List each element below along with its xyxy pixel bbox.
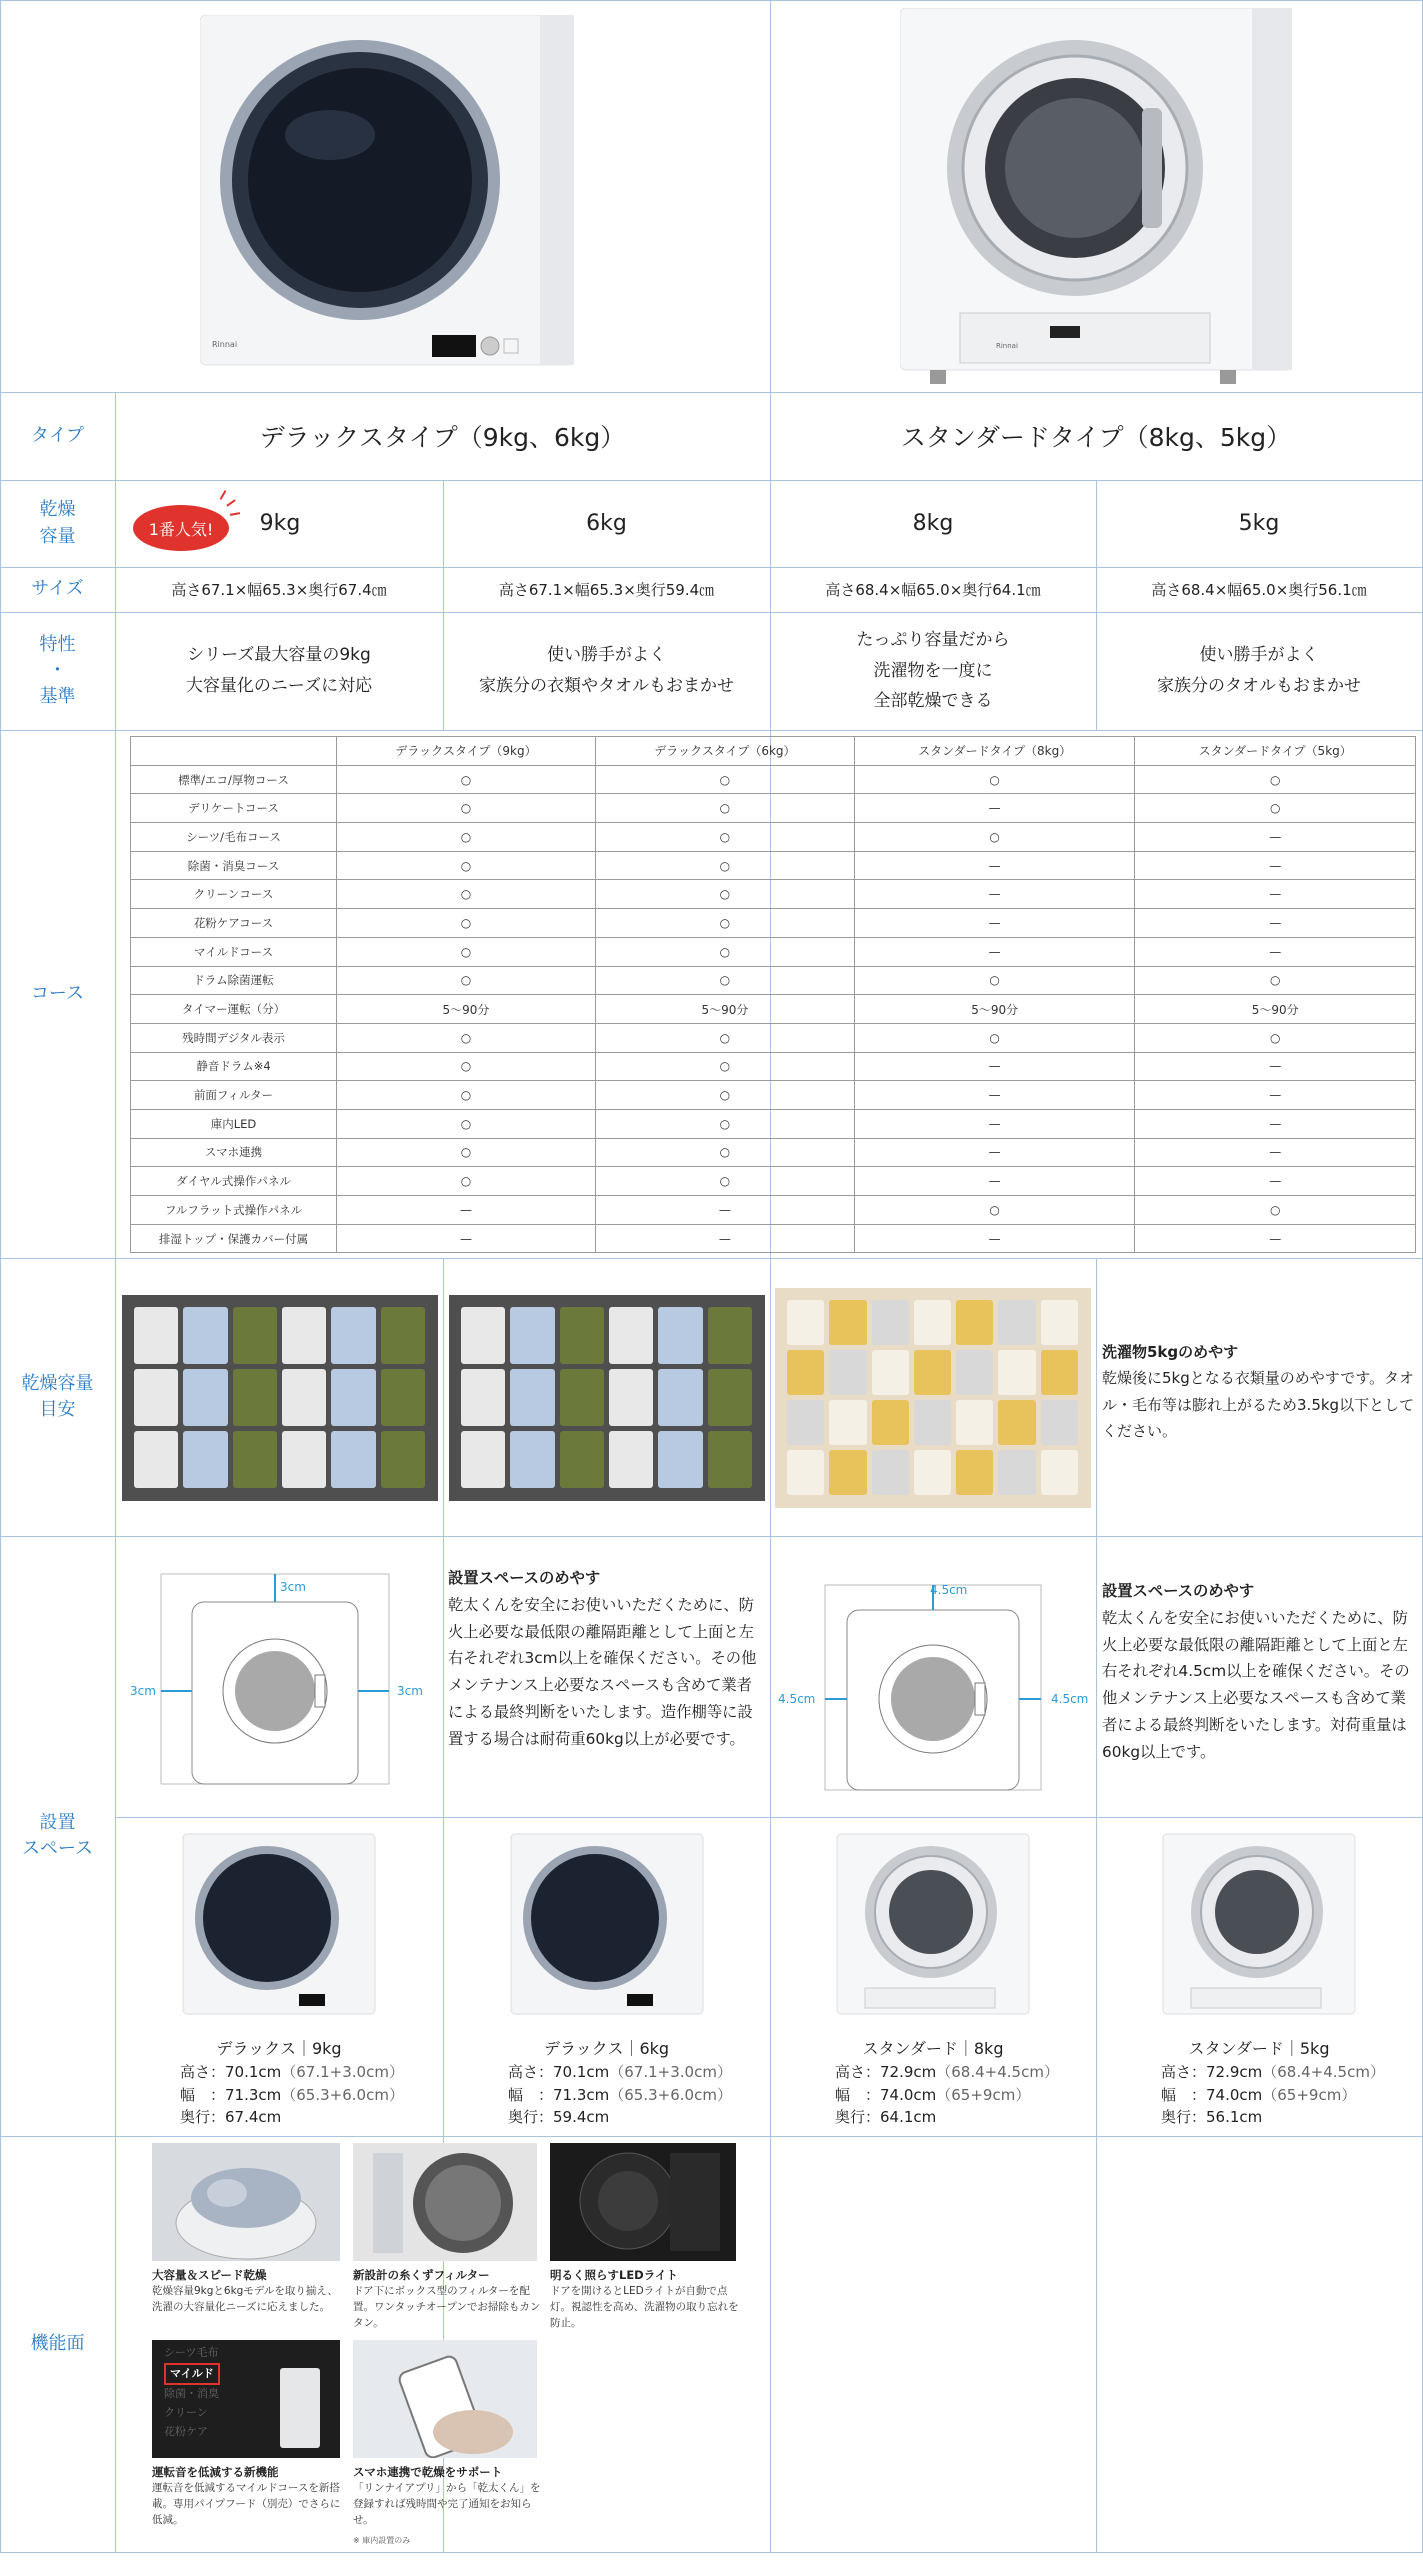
course-name-cell: マイルドコース [131,937,337,966]
function-title: 大容量＆スピード乾燥 [152,2268,267,2282]
space-note-body: 乾太くんを安全にお使いいただくために、防火上必要な最低限の離隔距離として上面と左右それぞれ4.5cm以上を確保ください。その他メンテナンス上必要なスペースも含めて業者による最終判断をいたします。対荷重量は60kg以上です。 [1102,1608,1410,1761]
footnote: ※ 庫内設置のみ [353,2536,411,2545]
course-value-cell: ○ [854,966,1135,995]
course-value-cell: ○ [595,966,854,995]
capacity-6kg: 6kg [586,511,627,536]
grid-line [1096,1258,1097,2552]
course-value-cell: ○ [595,1109,854,1138]
course-value-cell: ○ [595,794,854,823]
course-table-row [131,823,1416,852]
install-height: 高さ：70.1cm（67.1+3.0cm） [180,2063,404,2081]
course-name-cell: ダイヤル式操作パネル [131,1167,337,1196]
laundry-item [914,1350,951,1395]
clearance-diagram-standard [775,1575,1091,1797]
course-value-cell: — [854,937,1135,966]
course-value-cell: ○ [854,1023,1135,1052]
laundry-item [510,1307,554,1364]
laundry-item [787,1350,824,1395]
type-standard: スタンダードタイプ（8kg、5kg） [900,423,1292,452]
function-desc: 「リンナイアプリ」から「乾太くん」を登録すれば残時間や完了通知をお知らせ。 [353,2482,541,2526]
laundry-item [787,1400,824,1445]
course-value-cell: ○ [337,794,596,823]
course-name-cell: クリーンコース [131,880,337,909]
row-label-functions: 機能面 [30,2332,85,2354]
laundry-item [829,1400,866,1445]
course-value-cell: — [854,909,1135,938]
course-value-cell: — [854,1167,1135,1196]
panel-menu [164,2344,220,2441]
laundry-item [956,1400,993,1445]
grid-line [0,0,1423,1]
laundry-item [829,1300,866,1345]
install-width: 幅 ：71.3cm（65.3+6.0cm） [180,2085,404,2104]
course-value-cell: ○ [595,937,854,966]
course-table-row [131,1196,1416,1225]
laundry-item [872,1450,909,1495]
course-table-row [131,1023,1416,1052]
function-title: 新設計の糸くずフィルター [353,2268,490,2282]
course-value-cell: ○ [595,765,854,794]
laundry-item [183,1307,227,1364]
course-value-cell: ○ [595,1167,854,1196]
laundry-item [134,1307,178,1364]
panel-menu-item: マイルド [164,2363,220,2386]
laundry-item [1041,1300,1078,1345]
course-value-cell: ○ [337,966,596,995]
laundry-item [560,1431,604,1488]
laundry-item [998,1400,1035,1445]
space-note-title: 設置スペースのめやす [448,1569,601,1587]
course-value-cell: — [854,1109,1135,1138]
install-width: 幅 ：71.3cm（65.3+6.0cm） [508,2085,732,2104]
grid-line [0,730,1423,731]
course-value-cell: ○ [595,1052,854,1081]
row-label-space: 設置 スペース [21,1811,94,1859]
laundry-item [829,1450,866,1495]
feature-9kg: シリーズ最大容量の9kg 大容量化のニーズに対応 [185,645,373,696]
laundry-item [233,1307,277,1364]
laundry-item [183,1369,227,1426]
install-width: 幅 ：74.0cm（65+9cm） [1161,2085,1357,2104]
laundry-item [609,1431,653,1488]
install-depth: 奥行：64.1cm [835,2108,937,2126]
course-table-row [131,880,1416,909]
function-title: スマホ連携で乾燥をサポート [353,2465,503,2479]
install-label: デラックス｜9kg [216,2039,342,2058]
course-value-cell: ○ [1135,794,1416,823]
laundry-item [708,1431,752,1488]
course-value-cell: 5〜90分 [337,995,596,1024]
course-value-cell: — [854,1138,1135,1167]
course-value-cell: ○ [337,909,596,938]
course-value-cell: 5〜90分 [854,995,1135,1024]
grid-line [0,2136,1423,2137]
course-table-row [131,1109,1416,1138]
install-height: 高さ：72.9cm（68.4+4.5cm） [1161,2063,1385,2081]
size-5kg: 高さ68.4×幅65.0×奥行56.1㎝ [1151,581,1367,599]
course-table [130,736,1416,1253]
course-value-cell: ○ [1135,966,1416,995]
course-value-cell: — [854,1081,1135,1110]
laundry-item [282,1307,326,1364]
course-name-cell: 除菌・消臭コース [131,851,337,880]
install-width: 幅 ：74.0cm（65+9cm） [835,2085,1031,2104]
course-value-cell: ○ [595,1138,854,1167]
course-name-cell: 静音ドラム※4 [131,1052,337,1081]
function-title: 運転音を低減する新機能 [152,2465,279,2479]
function-image-smartphone [353,2340,537,2458]
course-value-cell: ○ [595,823,854,852]
laundry-item [708,1369,752,1426]
course-table-header-cell: デラックスタイプ（9kg） [337,737,596,766]
course-value-cell: ○ [337,1081,596,1110]
install-height: 高さ：72.9cm（68.4+4.5cm） [835,2063,1059,2081]
course-name-cell: 残時間デジタル表示 [131,1023,337,1052]
course-value-cell: — [595,1196,854,1225]
size-6kg: 高さ67.1×幅65.3×奥行59.4㎝ [498,581,715,599]
course-value-cell: ○ [1135,1196,1416,1225]
laundry-item [609,1307,653,1364]
course-name-cell: スマホ連携 [131,1138,337,1167]
panel-menu-item: シーツ毛布 [164,2346,219,2359]
function-image-filter [353,2143,537,2261]
grid-line [0,2552,1423,2553]
product-image-deluxe [200,15,574,370]
course-value-cell: — [854,851,1135,880]
course-value-cell: — [1135,1167,1416,1196]
course-value-cell: ○ [337,1109,596,1138]
laundry-item [658,1307,702,1364]
course-value-cell: ○ [337,880,596,909]
laundry-item [233,1431,277,1488]
laundry-item [914,1450,951,1495]
feature-6kg: 使い勝手がよく 家族分の衣類やタオルもおまかせ [479,645,734,696]
laundry-item [1041,1400,1078,1445]
course-value-cell: — [854,880,1135,909]
install-image [835,1832,1031,2017]
guide-note-body: 乾燥後に5kgとなる衣類量のめやすです。タオル・毛布等は膨れ上がるため3.5kg以下としてください。 [1102,1369,1415,1440]
course-value-cell: — [854,1224,1135,1253]
course-name-cell: 排湿トップ・保護カバー付属 [131,1224,337,1253]
function-title: 明るく照らすLEDライト [550,2268,678,2282]
panel-device [280,2368,320,2448]
install-image [181,1832,377,2017]
course-name-cell: 前面フィルター [131,1081,337,1110]
install-dimensions [508,2061,732,2129]
course-value-cell: — [1135,1138,1416,1167]
course-value-cell: — [1135,1109,1416,1138]
install-dimensions [835,2061,1059,2129]
laundry-item [956,1450,993,1495]
course-name-cell: 標準/エコ/厚物コース [131,765,337,794]
laundry-item [1041,1350,1078,1395]
course-value-cell: — [854,794,1135,823]
laundry-item [609,1369,653,1426]
clearance-right-label: 3cm [397,1684,423,1698]
install-label: デラックス｜6kg [543,2039,670,2058]
function-desc: 乾燥容量9kgと6kgモデルを取り揃え、洗濯の大容量化ニーズに応えました。 [152,2285,338,2313]
course-table-row [131,1167,1416,1196]
course-name-cell: 花粉ケアコース [131,909,337,938]
course-name-cell: 庫内LED [131,1109,337,1138]
space-note-deluxe [448,1565,766,1752]
laundry-item [134,1431,178,1488]
course-table-row [131,1081,1416,1110]
course-value-cell: ○ [595,909,854,938]
course-value-cell: ○ [337,765,596,794]
course-value-cell: ○ [337,1167,596,1196]
laundry-item [658,1369,702,1426]
panel-menu-item: 除菌・消臭 [164,2387,219,2401]
course-table-header-cell [131,737,337,766]
capacity-8kg: 8kg [912,511,954,536]
course-value-cell: 5〜90分 [595,995,854,1024]
feature-8kg: たっぷり容量だから 洗濯物を一度に 全部乾燥できる [856,630,1010,712]
laundry-item [872,1350,909,1395]
install-image [509,1832,705,2017]
course-value-cell: — [337,1196,596,1225]
function-image-led [550,2143,736,2261]
course-value-cell: ○ [854,765,1135,794]
laundry-photo-6kg [449,1295,765,1501]
laundry-photo-8kg [775,1288,1091,1508]
grid-line [770,0,771,2552]
course-value-cell: ○ [595,851,854,880]
course-value-cell: — [1135,1224,1416,1253]
laundry-item [282,1431,326,1488]
course-table-row [131,794,1416,823]
laundry-item [183,1431,227,1488]
course-value-cell: — [337,1224,596,1253]
guide-note-title: 洗濯物5kgのめやす [1102,1343,1239,1361]
course-value-cell: ○ [1135,1023,1416,1052]
function-image-mild-panel [152,2340,340,2458]
course-value-cell: ○ [595,1023,854,1052]
install-depth: 奥行：59.4cm [508,2108,610,2126]
clearance-top-label: 3cm [280,1580,306,1594]
capacity-9kg: 9kg [259,511,301,536]
course-value-cell: ○ [337,851,596,880]
course-value-cell: ○ [337,1023,596,1052]
type-deluxe: デラックスタイプ（9kg、6kg） [259,423,626,452]
row-label-course: コース [30,982,85,1004]
laundry-item [381,1369,425,1426]
size-9kg: 高さ67.1×幅65.3×奥行67.4㎝ [171,581,387,599]
course-value-cell: ○ [595,880,854,909]
course-value-cell: — [854,1052,1135,1081]
laundry-item [872,1400,909,1445]
laundry-item [914,1400,951,1445]
space-note-body: 乾太くんを安全にお使いいただくために、防火上必要な最低限の離隔距離として上面と左右それぞれ3cm以上を確保ください。その他メンテナンス上必要なスペースも含めて業者による最終判断をいたします。造作棚等に設置する場合は耐荷重60kg以上が必要です。 [448,1595,757,1748]
course-value-cell: — [1135,823,1416,852]
course-value-cell: ○ [854,823,1135,852]
course-value-cell: — [1135,851,1416,880]
course-value-cell: ○ [337,1052,596,1081]
row-label-feature: 特性 ・ 基準 [39,633,76,708]
laundry-item [134,1369,178,1426]
install-dimensions [180,2061,404,2129]
course-table-row [131,937,1416,966]
install-height: 高さ：70.1cm（67.1+3.0cm） [508,2063,732,2081]
course-value-cell: — [1135,937,1416,966]
laundry-item [282,1369,326,1426]
course-table-row [131,765,1416,794]
course-table-row [131,1224,1416,1253]
laundry-item [998,1300,1035,1345]
laundry-item [956,1350,993,1395]
course-table-row [131,909,1416,938]
laundry-photo-9kg [122,1295,438,1501]
clearance-right-label: 4.5cm [1051,1692,1089,1706]
laundry-item [998,1450,1035,1495]
install-dimensions [1161,2061,1385,2129]
laundry-item [331,1369,375,1426]
popularity-badge: 1番人気! [133,505,229,551]
course-value-cell: — [1135,880,1416,909]
laundry-item [787,1300,824,1345]
laundry-item [461,1431,505,1488]
laundry-item [956,1300,993,1345]
laundry-item [233,1369,277,1426]
clearance-diagram-deluxe [125,1560,425,1790]
course-table-row [131,966,1416,995]
install-label: スタンダード｜8kg [862,2039,1004,2058]
space-note-standard [1102,1578,1416,1765]
course-value-cell: — [1135,1081,1416,1110]
course-table-row [131,851,1416,880]
course-value-cell: ○ [854,1196,1135,1225]
function-desc: ドア下にボックス型のフィルターを配置。ワンタッチオープンでお掃除もカンタン。 [353,2285,541,2329]
row-label-type: タイプ [30,424,85,446]
function-image-capacity [152,2143,340,2261]
course-name-cell: デリケートコース [131,794,337,823]
laundry-item [787,1450,824,1495]
clearance-left-label: 4.5cm [778,1692,816,1706]
clearance-top-label: 4.5cm [930,1583,968,1597]
row-label-size: サイズ [31,578,84,600]
laundry-item [381,1431,425,1488]
course-name-cell: ドラム除菌運転 [131,966,337,995]
panel-menu-item: 花粉ケア [164,2424,208,2438]
install-image [1161,1832,1357,2017]
course-value-cell: ○ [1135,765,1416,794]
laundry-item [331,1431,375,1488]
laundry-item [560,1369,604,1426]
course-value-cell: ○ [337,823,596,852]
grid-line [0,1536,1423,1537]
course-value-cell: ○ [595,1081,854,1110]
laundry-item [461,1369,505,1426]
function-desc: ドアを開けるとLEDライトが自動で点灯。視認性を高め、洗濯物の取り忘れを防止。 [550,2285,739,2329]
size-8kg: 高さ68.4×幅65.0×奥行64.1㎝ [825,581,1041,599]
course-value-cell: ○ [337,937,596,966]
course-table-header-cell: スタンダードタイプ（5kg） [1135,737,1416,766]
clearance-left-label: 3cm [130,1684,156,1698]
course-name-cell: シーツ/毛布コース [131,823,337,852]
laundry-item [998,1350,1035,1395]
laundry-item [658,1431,702,1488]
course-value-cell: 5〜90分 [1135,995,1416,1024]
space-note-title: 設置スペースのめやす [1102,1582,1255,1600]
product-image-standard [900,8,1292,388]
laundry-item [510,1369,554,1426]
feature-5kg: 使い勝手がよく 家族分のタオルもおまかせ [1157,645,1361,696]
install-label: スタンダード｜5kg [1188,2039,1330,2058]
course-name-cell: タイマー運転（分） [131,995,337,1024]
course-table-row [131,1052,1416,1081]
grid-line [115,1817,1423,1818]
laundry-item [872,1300,909,1345]
course-table-row [131,1138,1416,1167]
install-depth: 奥行：67.4cm [180,2108,282,2126]
svg-text:Rinnai: Rinnai [212,340,238,349]
svg-text:Rinnai: Rinnai [996,342,1018,350]
install-depth: 奥行：56.1cm [1161,2108,1263,2126]
course-table-header-cell: スタンダードタイプ（8kg） [854,737,1135,766]
course-name-cell: フルフラット式操作パネル [131,1196,337,1225]
laundry-item [510,1431,554,1488]
laundry-item [461,1307,505,1364]
laundry-item [914,1300,951,1345]
guide-note [1102,1339,1418,1444]
laundry-item [708,1307,752,1364]
course-value-cell: — [1135,909,1416,938]
capacity-5kg: 5kg [1238,511,1280,536]
laundry-item [381,1307,425,1364]
row-label-guide: 乾燥容量 目安 [21,1372,94,1420]
course-table-row [131,995,1416,1024]
function-desc: 運転音を低減するマイルドコースを新搭載。専用パイプフード（別売）でさらに低減。 [152,2482,341,2526]
laundry-item [560,1307,604,1364]
panel-menu-item: クリーン [164,2406,208,2420]
course-table-header [131,737,1416,766]
course-table-header-cell: デラックスタイプ（6kg） [595,737,854,766]
course-value-cell: ○ [337,1138,596,1167]
laundry-item [1041,1450,1078,1495]
laundry-item [331,1307,375,1364]
row-label-capacity: 乾燥 容量 [39,499,76,547]
course-value-cell: — [1135,1052,1416,1081]
grid-line [0,1258,1423,1259]
course-value-cell: — [595,1224,854,1253]
laundry-item [829,1350,866,1395]
